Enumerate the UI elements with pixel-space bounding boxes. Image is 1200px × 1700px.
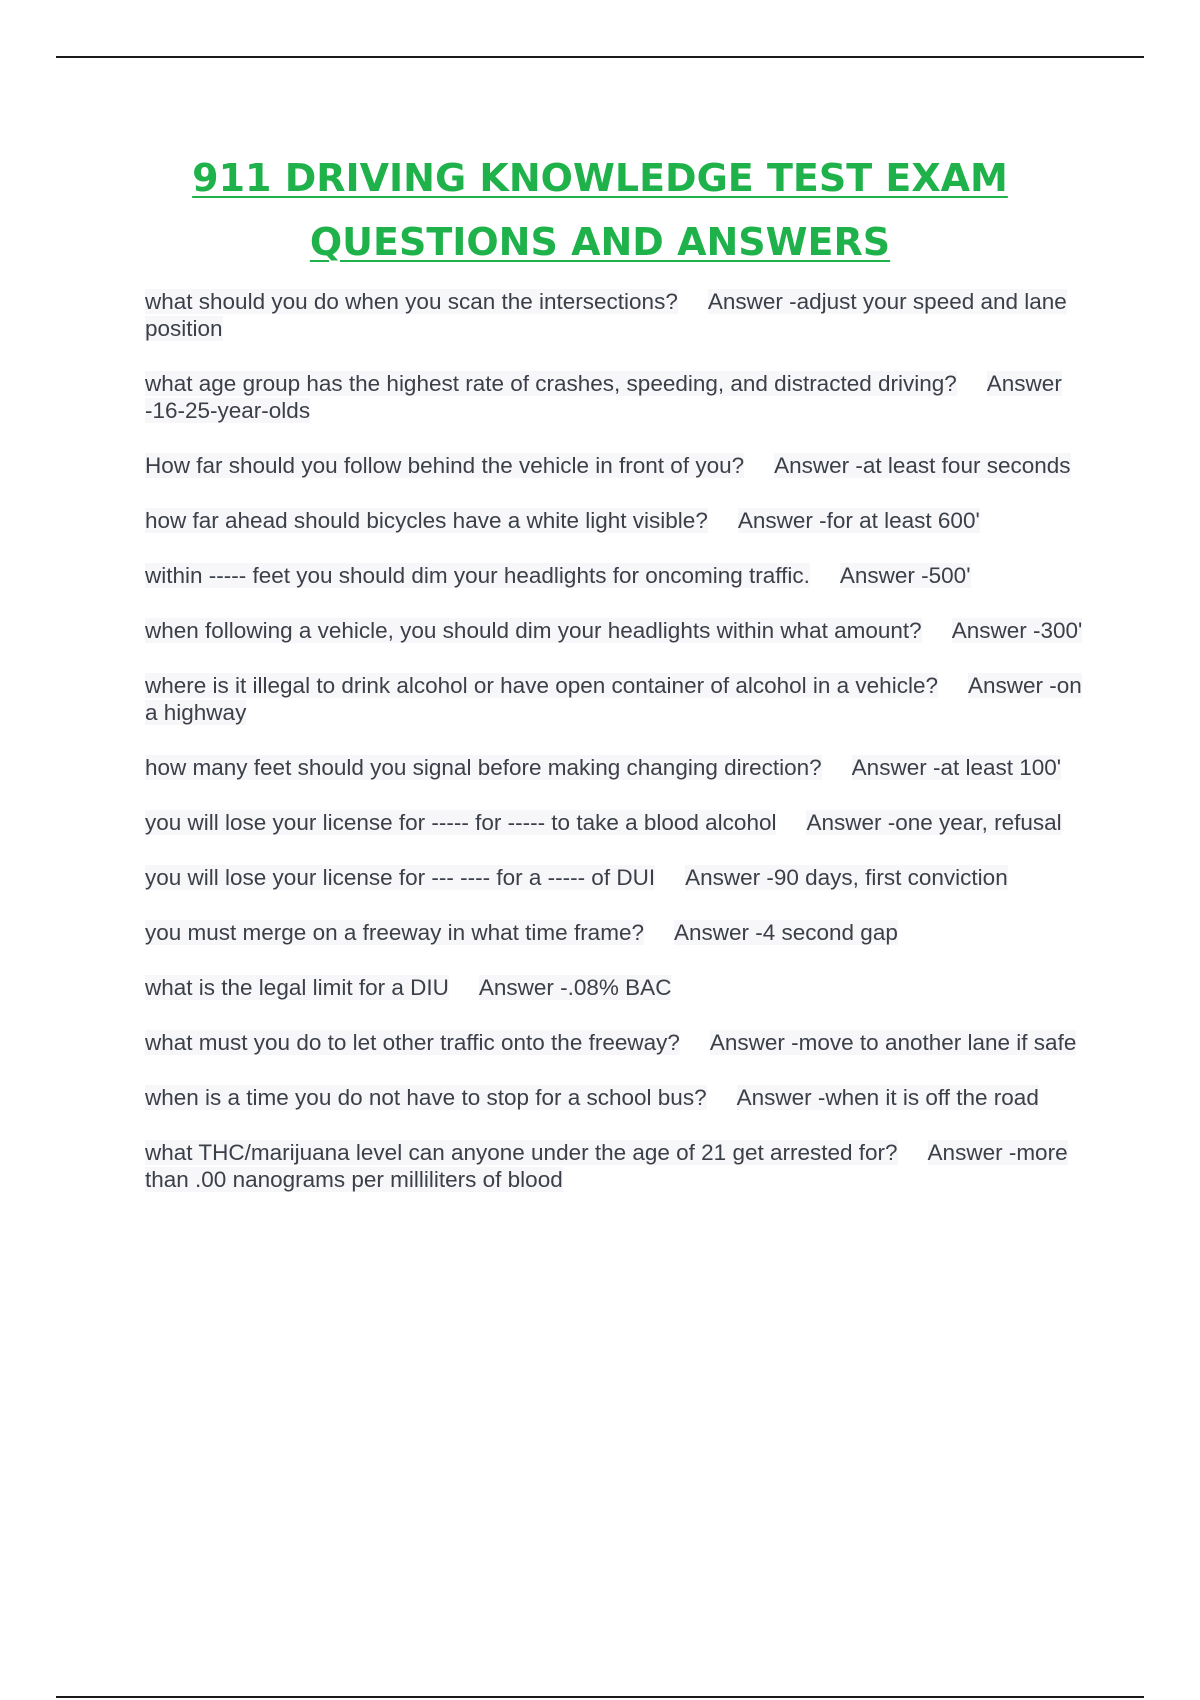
- answer-text: Answer -90 days, first conviction: [685, 865, 1008, 890]
- answer-text: Answer -for at least 600': [737, 508, 980, 533]
- qa-item: [145, 864, 1090, 891]
- answer-text: Answer -16-25-year-olds: [145, 371, 1062, 423]
- qa-list: [145, 288, 1090, 1221]
- qa-item: [145, 1029, 1090, 1056]
- qa-item: [145, 370, 1090, 424]
- question-text: what should you do when you scan the intersections?: [145, 289, 678, 314]
- qa-item: [145, 919, 1090, 946]
- question-text: when is a time you do not have to stop for a school bus?: [145, 1085, 707, 1110]
- qa-item: [145, 809, 1090, 836]
- qa-item: [145, 1139, 1090, 1193]
- question-text: what age group has the highest rate of crashes, speeding, and distracted driving?: [145, 371, 957, 396]
- qa-item: [145, 672, 1090, 726]
- question-text: you will lose your license for ----- for ----- to take a blood alcohol: [145, 810, 777, 835]
- question-text: what must you do to let other traffic onto the freeway?: [145, 1030, 680, 1055]
- footer-rule: [56, 1696, 1144, 1698]
- question-text: How far should you follow behind the vehicle in front of you?: [145, 453, 745, 478]
- question-text: you must merge on a freeway in what time frame?: [145, 920, 644, 945]
- answer-text: Answer -4 second gap: [673, 920, 898, 945]
- answer-text: Answer -adjust your speed and lane position: [145, 289, 1067, 341]
- qa-item: [145, 617, 1090, 644]
- document-title: [130, 146, 1070, 274]
- answer-text: Answer -at least four seconds: [774, 453, 1071, 478]
- question-text: within ----- feet you should dim your headlights for oncoming traffic.: [145, 563, 810, 588]
- qa-item: [145, 562, 1090, 589]
- question-text: what THC/marijuana level can anyone under the age of 21 get arrested for?: [145, 1140, 898, 1165]
- answer-text: Answer -one year, refusal: [806, 810, 1062, 835]
- question-text: where is it illegal to drink alcohol or have open container of alcohol in a vehicle?: [145, 673, 938, 698]
- question-text: how far ahead should bicycles have a white light visible?: [145, 508, 708, 533]
- question-text: when following a vehicle, you should dim your headlights within what amount?: [145, 618, 922, 643]
- answer-text: Answer -on a highway: [145, 673, 1082, 725]
- answer-text: Answer -more than .00 nanograms per milliliters of blood: [145, 1140, 1068, 1192]
- title-line-1: 911 DRIVING KNOWLEDGE TEST EXAM: [192, 156, 1008, 200]
- answer-text: Answer -300': [951, 618, 1083, 643]
- qa-item: [145, 288, 1090, 342]
- question-text: you will lose your license for --- ---- for a ----- of DUI: [145, 865, 656, 890]
- answer-text: Answer -move to another lane if safe: [709, 1030, 1077, 1055]
- qa-item: [145, 507, 1090, 534]
- header-rule: [56, 56, 1144, 58]
- answer-text: Answer -when it is off the road: [736, 1085, 1039, 1110]
- title-line-2: QUESTIONS AND ANSWERS: [309, 220, 891, 264]
- question-text: what is the legal limit for a DIU: [145, 975, 449, 1000]
- qa-item: [145, 452, 1090, 479]
- answer-text: Answer -.08% BAC: [478, 975, 672, 1000]
- answer-text: Answer -at least 100': [851, 755, 1062, 780]
- question-text: how many feet should you signal before making changing direction?: [145, 755, 822, 780]
- answer-text: Answer -500': [839, 563, 971, 588]
- qa-item: [145, 1084, 1090, 1111]
- qa-item: [145, 754, 1090, 781]
- qa-item: [145, 974, 1090, 1001]
